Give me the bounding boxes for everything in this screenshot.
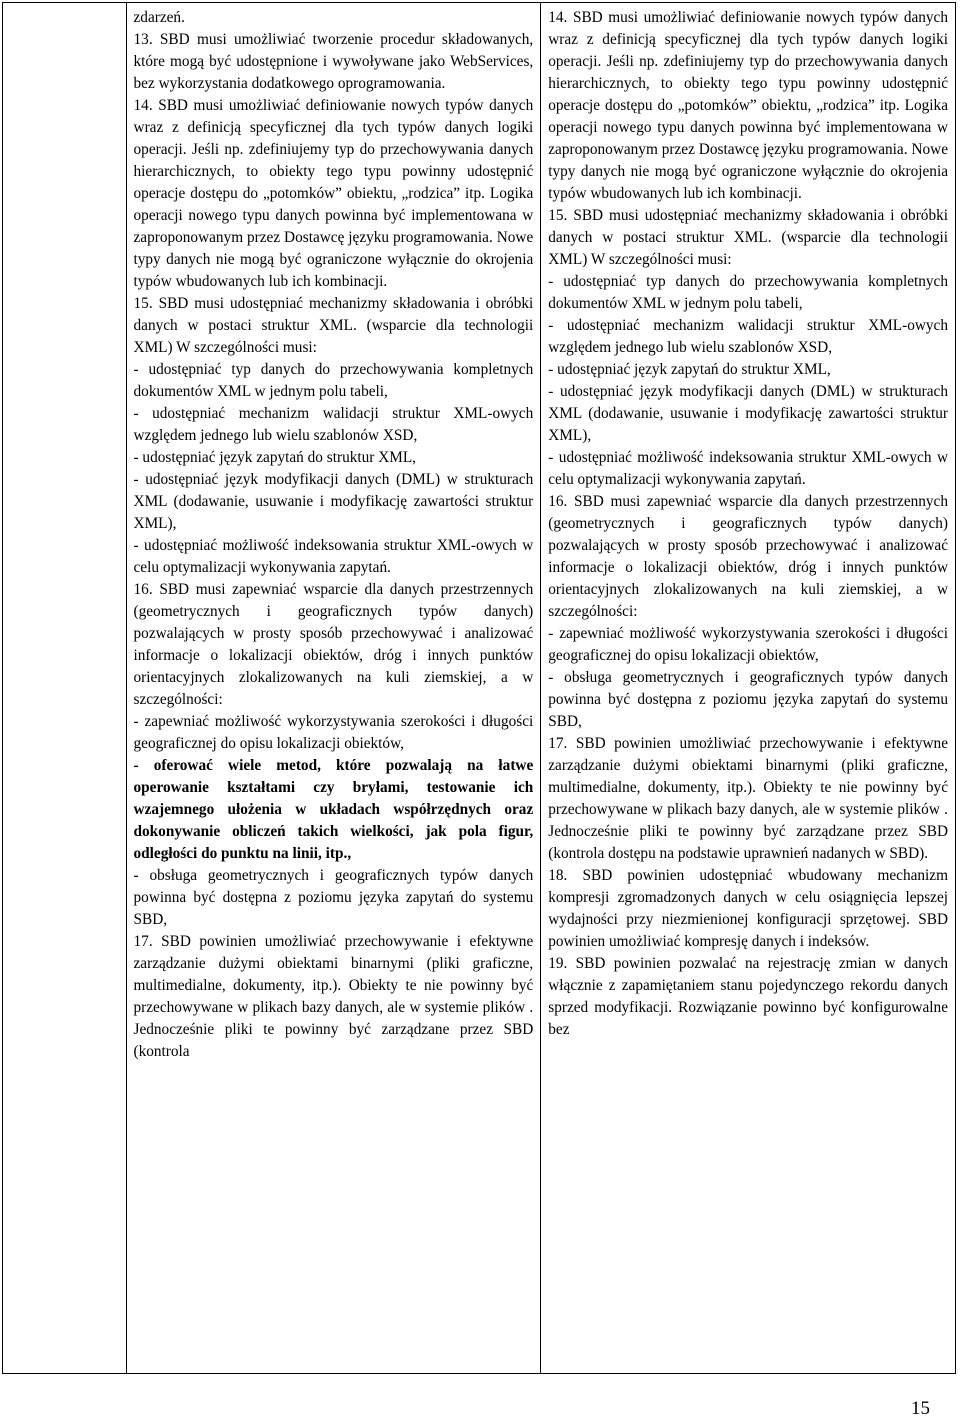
empty-first-column	[3, 3, 127, 1374]
paragraph: 15. SBD musi udostępniać mechanizmy składowania i obróbki danych w postaci struktur XML. (wsparcie dla technologii XML) W szczególności musi:	[133, 295, 534, 356]
paragraph: 19. SBD powinien pozwalać na rejestrację zmian w danych włącznie z zapamiętaniem stanu pojedynczego rekordu danych sprzed modyfikacji. Rozwiązanie powinno być konfigurowalne bez	[548, 955, 948, 1038]
left-text-cell	[126, 3, 541, 1374]
paragraph: 14. SBD musi umożliwiać definiowanie nowych typów danych wraz z definicją specyficznej dla tych typów danych logiki operacji. Jeśli np. zdefiniujemy typ do przechowywania danych hierarchicznych, to obiekty tego typu powinny udostępnić operacje dostępu do „potomków” obiektu, „rodzica” itp. Logika operacji nowego typu danych powinna być implementowana w zaproponowanym przez Dostawcę języku programowania. Nowe typy danych nie mogą być ograniczone wyłącznie do okrojenia typów wbudowanych lub ich kombinacji.	[133, 97, 534, 290]
paragraph: - udostępniać język modyfikacji danych (DML) w strukturach XML (dodawanie, usuwanie i modyfikację zawartości struktur XML),	[548, 383, 948, 444]
paragraph: 17. SBD powinien umożliwiać przechowywanie i efektywne zarządzanie dużymi obiektami binarnymi (pliki graficzne, multimedialne, dokumenty, itp.). Obiekty te nie powinny być przechowywane w plikach bazy danych, ale w systemie plików . Jednocześnie pliki te powinny być zarządzane przez SBD (kontrola dostępu na podstawie uprawnień nadanych w SBD).	[548, 735, 948, 862]
paragraph: - udostępniać język zapytań do struktur XML,	[133, 449, 417, 466]
paragraph: - obsługa geometrycznych i geograficznych typów danych powinna być dostępna z poziomu języka zapytań do systemu SBD,	[133, 867, 534, 928]
paragraph: 13. SBD musi umożliwiać tworzenie procedur składowanych, które mogą być udostępnione i wywoływane jako WebServices, bez wykorzystania dodatkowego oprogramowania.	[133, 31, 534, 92]
paragraph: - udostępniać możliwość indeksowania struktur XML-owych w celu optymalizacji wykonywania zapytań.	[548, 449, 948, 488]
paragraph: 17. SBD powinien umożliwiać przechowywanie i efektywne zarządzanie dużymi obiektami binarnymi (pliki graficzne, multimedialne, dokumenty, itp.). Obiekty te nie powinny być przechowywane w plikach bazy danych, ale w systemie plików . Jednocześnie pliki te powinny być zarządzane przez SBD (kontrola	[133, 933, 534, 1060]
document-table	[2, 2, 956, 1374]
right-column-text	[541, 3, 955, 1369]
paragraph: - udostępniać język modyfikacji danych (DML) w strukturach XML (dodawanie, usuwanie i modyfikację zawartości struktur XML),	[133, 471, 534, 532]
paragraph: 16. SBD musi zapewniać wsparcie dla danych przestrzennych (geometrycznych i geograficznych typów danych) pozwalających w prosty sposób przechowywać i analizować informacje o lokalizacji obiektów, dróg i innych punktów orientacyjnych zlokalizowanych na kuli ziemskiej, a w szczególności:	[133, 581, 534, 708]
paragraph: - udostępniać mechanizm walidacji struktur XML-owych względem jednego lub wielu szablonów XSD,	[133, 405, 534, 444]
paragraph: - zapewniać możliwość wykorzystywania szerokości i długości geograficznej do opisu lokalizacji obiektów,	[133, 713, 534, 752]
paragraph: 15. SBD musi udostępniać mechanizmy składowania i obróbki danych w postaci struktur XML. (wsparcie dla technologii XML) W szczególności musi:	[548, 207, 948, 268]
bold-paragraph: - oferować wiele metod, które pozwalają na łatwe operowanie kształtami czy bryłami, testowanie ich wzajemnego ułożenia w układach współrzędnych oraz dokonywanie obliczeń takich wielkości, jak pola figur, odległości do punktu na linii, itp.,	[133, 757, 534, 862]
right-text-cell	[541, 3, 956, 1374]
paragraph: - udostępniać mechanizm walidacji struktur XML-owych względem jednego lub wielu szablonów XSD,	[548, 317, 948, 356]
paragraph: - udostępniać typ danych do przechowywania kompletnych dokumentów XML w jednym polu tabeli,	[133, 361, 534, 400]
paragraph: zdarzeń.	[133, 9, 185, 26]
paragraph: 18. SBD powinien udostępniać wbudowany mechanizm kompresji zgromadzonych danych w celu osiągnięcia lepszej wydajności przy niezmienionej konfiguracji sprzętowej. SBD powinien umożliwiać kompresję danych i indeksów.	[548, 867, 948, 950]
left-column-text	[127, 3, 541, 1369]
paragraph: - zapewniać możliwość wykorzystywania szerokości i długości geograficznej do opisu lokalizacji obiektów,	[548, 625, 948, 664]
page-number: 15	[911, 1398, 930, 1419]
paragraph: - udostępniać możliwość indeksowania struktur XML-owych w celu optymalizacji wykonywania zapytań.	[133, 537, 534, 576]
paragraph: 14. SBD musi umożliwiać definiowanie nowych typów danych wraz z definicją specyficznej dla tych typów danych logiki operacji. Jeśli np. zdefiniujemy typ do przechowywania danych hierarchicznych, to obiekty tego typu powinny udostępnić operacje dostępu do „potomków” obiektu, „rodzica” itp. Logika operacji nowego typu danych powinna być implementowana w zaproponowanym przez Dostawcę języku programowania. Nowe typy danych nie mogą być ograniczone wyłącznie do okrojenia typów wbudowanych lub ich kombinacji.	[548, 9, 948, 202]
paragraph: - udostępniać typ danych do przechowywania kompletnych dokumentów XML w jednym polu tabeli,	[548, 273, 948, 312]
paragraph: - udostępniać język zapytań do struktur XML,	[548, 361, 831, 378]
paragraph: 16. SBD musi zapewniać wsparcie dla danych przestrzennych (geometrycznych i geograficznych typów danych) pozwalających w prosty sposób przechowywać i analizować informacje o lokalizacji obiektów, dróg i innych punktów orientacyjnych zlokalizowanych na kuli ziemskiej, a w szczególności:	[548, 493, 948, 620]
paragraph: - obsługa geometrycznych i geograficznych typów danych powinna być dostępna z poziomu języka zapytań do systemu SBD,	[548, 669, 948, 730]
